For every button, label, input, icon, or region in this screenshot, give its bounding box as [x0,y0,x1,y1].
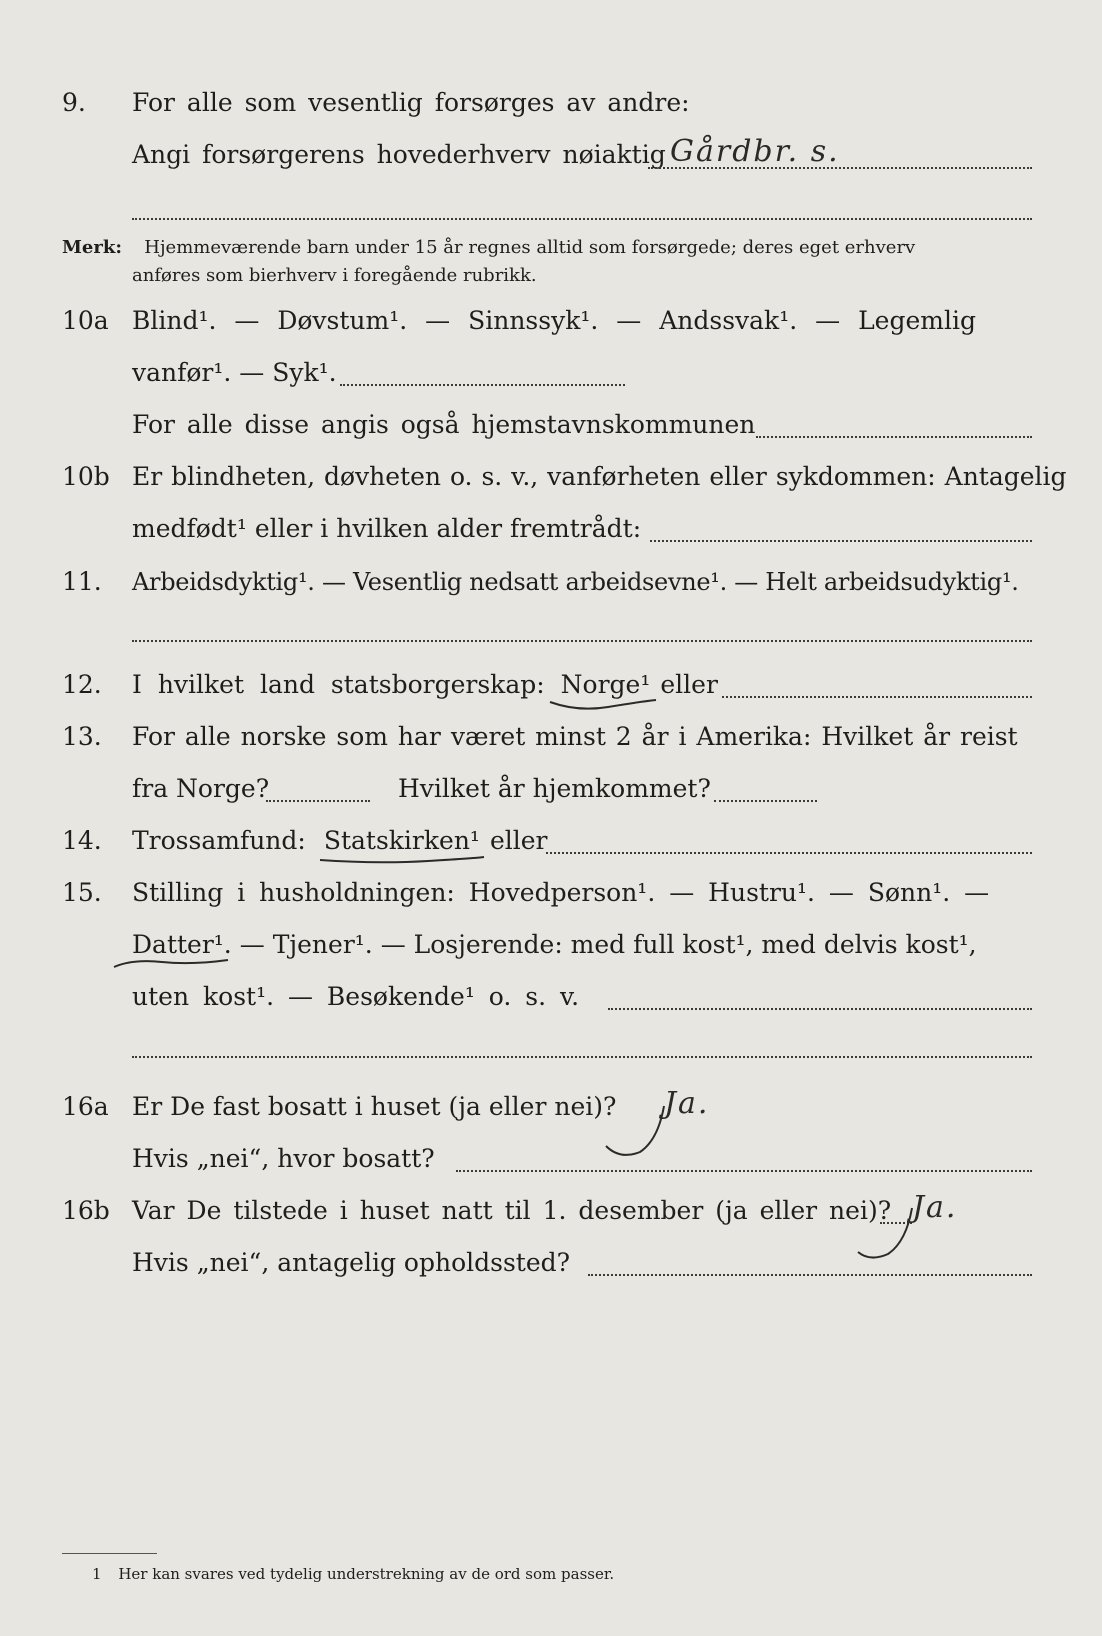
q16a-number: 16a [62,1092,109,1121]
q16b-text1: Var De tilstede i huset natt til 1. desember (ja eller nei)? [132,1196,892,1225]
q16b-number: 16b [62,1196,110,1225]
q13-text2b: Hvilket år hjemkommet? [398,774,711,803]
q12-answer-line [722,696,1032,698]
q12-choice-norge[interactable]: Norge¹ [560,670,651,699]
q13-hjemkommet-line [714,800,817,802]
q10a-text3: For alle disse angis også hjemstavnskommunen [132,410,756,439]
q13-text2a: fra Norge? [132,774,270,803]
footnote [92,1565,614,1583]
q10a-kommune-line [756,436,1032,438]
q12-number: 12. [62,670,102,699]
q16a-answer-stroke [600,1100,670,1160]
q12-text [132,670,718,700]
merk-line1: Hjemmeværende barn under 15 år regnes alltid som forsørgede; deres eget erhverv [144,237,916,258]
q13-number: 13. [62,722,102,751]
q10b-text2: medfødt¹ eller i hvilken alder fremtrådt: [132,514,642,543]
q14-answer-line [546,852,1032,854]
q16b-answer-line [588,1274,1032,1276]
q16a-answer[interactable]: Ja. [664,1086,710,1121]
q9-answer[interactable]: Gårdbr. s. [670,134,840,169]
merk-label: Merk: [62,237,122,258]
q15-text2-rest: — Tjener¹. — Losjerende: med full kost¹, med delvis kost¹, [239,930,977,959]
footnote-rule [62,1553,157,1554]
q13-text1: For alle norske som har været minst 2 år i Amerika: Hvilket år reist [132,722,1018,751]
q12-suffix: eller [660,670,718,699]
q16b-answer-stroke [850,1204,920,1264]
q9-text1: For alle som vesentlig forsørges av andre: [132,88,690,117]
q13-reist-line [266,800,370,802]
footnote-text: Her kan svares ved tydelig understrekning av de ord som passer. [118,1565,615,1583]
q14-text [132,826,548,856]
footnote-mark: 1 [92,1565,102,1583]
q10b-number: 10b [62,462,110,491]
q15-text1: Stilling i husholdningen: Hovedperson¹. — Hustru¹. — Sønn¹. — [132,878,990,907]
q11-number: 11. [62,567,102,596]
q11-answer-line [132,640,1032,642]
q14-prefix: Trossamfund: [132,826,306,855]
q9-text2: Angi forsørgerens hovederhverv nøiaktig [132,140,666,169]
merk-note [62,234,1052,290]
q15-text3: uten kost¹. — Besøkende¹ o. s. v. [132,982,580,1011]
q10a-syk-line [340,384,625,386]
q12-underline-stroke [548,698,658,712]
q16a-text2: Hvis „nei“, hvor bosatt? [132,1144,435,1173]
q15-text2 [132,930,977,960]
q14-choice-statskirken[interactable]: Statskirken¹ [323,826,480,855]
q15-number: 15. [62,878,102,907]
q15-answer-line [608,1008,1032,1010]
q9-extra-line [132,218,1032,220]
q12-prefix: I hvilket land statsborgerskap: [132,670,545,699]
q14-number: 14. [62,826,102,855]
q10a-text1: Blind¹. — Døvstum¹. — Sinnssyk¹. — Andssvak¹. — Legemlig [132,306,976,335]
q14-underline-stroke [318,854,486,868]
merk-line2: anføres som bierhverv i foregående rubrikk. [132,265,537,286]
q16a-answer-line [456,1170,1032,1172]
q16b-answer[interactable]: Ja. [912,1190,958,1225]
q16a-text1: Er De fast bosatt i huset (ja eller nei)? [132,1092,617,1121]
q10a-text2: vanfør¹. — Syk¹. [132,358,337,387]
q9-number: 9. [62,88,86,117]
q9-answer-line [648,167,1032,169]
q15-choice-datter[interactable]: Datter¹. [132,930,232,959]
q11-text1: Arbeidsdyktig¹. — Vesentlig nedsatt arbeidsevne¹. — Helt arbeidsudyktig¹. [132,568,1019,596]
q10b-answer-line [650,540,1032,542]
q15-extra-line [132,1056,1032,1058]
q10a-number: 10a [62,306,109,335]
q14-suffix: eller [489,826,548,855]
q16b-text2: Hvis „nei“, antagelig opholdssted? [132,1248,571,1277]
q15-underline-stroke [112,957,230,971]
q10b-text1: Er blindheten, døvheten o. s. v., vanførheten eller sykdommen: Antagelig [132,462,1067,491]
